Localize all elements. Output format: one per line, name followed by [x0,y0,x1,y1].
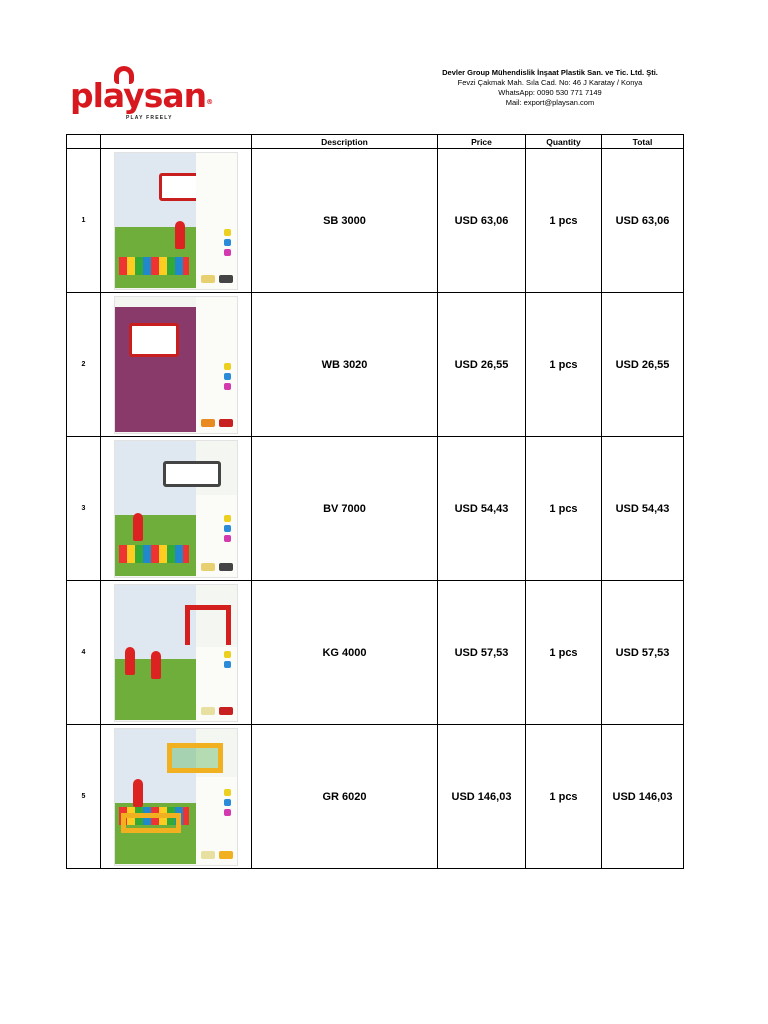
product-image-cell [101,725,252,869]
table-row [67,149,684,293]
basketball-stand-icon [114,152,238,290]
product-total: USD 63,06 [602,149,684,293]
company-info [400,68,700,108]
product-quantity: 1 pcs [526,437,602,581]
row-number: 3 [67,437,101,581]
header-quantity: Quantity [526,135,602,149]
row-number: 2 [67,293,101,437]
product-quantity: 1 pcs [526,293,602,437]
product-total: USD 57,53 [602,581,684,725]
playsan-logo [68,66,213,126]
logo-brand-text: playsan [70,76,207,115]
header-description: Description [252,135,438,149]
company-mail: Mail: export@playsan.com [505,98,595,107]
product-total: USD 54,43 [602,437,684,581]
product-total: USD 146,03 [602,725,684,869]
product-image-cell [101,149,252,293]
volleyball-net-icon [114,440,238,578]
product-price: USD 63,06 [438,149,526,293]
company-whatsapp: WhatsApp: 0090 530 771 7149 [498,88,602,97]
row-number: 5 [67,725,101,869]
product-description: KG 4000 [252,581,438,725]
wall-basketball-icon [114,296,238,434]
product-description: BV 7000 [252,437,438,581]
table-header-row [67,135,684,149]
product-quantity: 1 pcs [526,725,602,869]
product-price: USD 26,55 [438,293,526,437]
product-image-cell [101,437,252,581]
row-number: 1 [67,149,101,293]
product-quantity: 1 pcs [526,149,602,293]
company-name: Devler Group Mühendislik İnşaat Plastik San. ve Tic. Ltd. Şti. [442,68,658,77]
company-address: Fevzi Çakmak Mah. Sıla Cad. No: 46 J Karatay / Konya [457,78,643,87]
kids-goal-icon [114,584,238,722]
table-row [67,437,684,581]
table-row [67,293,684,437]
product-description: GR 6020 [252,725,438,869]
product-price: USD 54,43 [438,437,526,581]
invoice-table [66,134,684,869]
product-image-cell [101,581,252,725]
product-description: WB 3020 [252,293,438,437]
product-description: SB 3000 [252,149,438,293]
product-total: USD 26,55 [602,293,684,437]
header-price: Price [438,135,526,149]
product-price: USD 57,53 [438,581,526,725]
header-no [67,135,101,149]
table-row [67,725,684,869]
header-image [101,135,252,149]
product-price: USD 146,03 [438,725,526,869]
table-row [67,581,684,725]
goal-rack-icon [114,728,238,866]
header-total: Total [602,135,684,149]
product-image-cell [101,293,252,437]
product-quantity: 1 pcs [526,581,602,725]
logo-tagline: PLAY FREELY [126,115,173,121]
logo-registered: ® [206,98,213,106]
row-number: 4 [67,581,101,725]
